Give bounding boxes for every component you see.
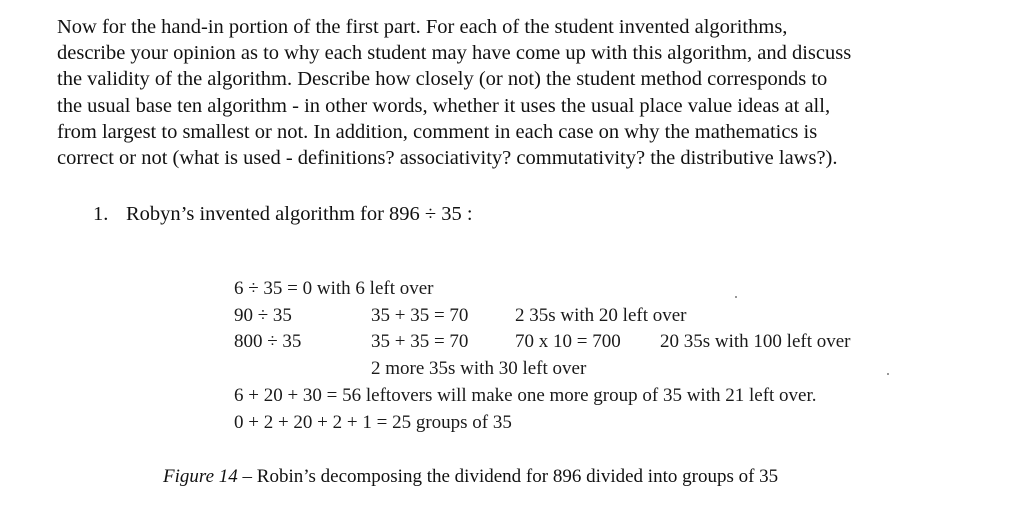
instruction-line-1: Now for the hand-in portion of the first part. For each of the student invented algorithms, <box>57 16 788 38</box>
work-row-2-sum: 35 + 35 = 70 <box>371 305 469 326</box>
scan-speck <box>887 373 889 375</box>
work-row-2-result: 2 35s with 20 left over <box>515 305 687 326</box>
work-row-4: 2 more 35s with 30 left over <box>371 358 587 379</box>
instruction-line-6: correct or not (what is used - definitions? associativity? commutativity? the distributive laws?). <box>57 147 838 170</box>
instruction-line-5: from largest to smallest or not. In addition, comment in each case on why the mathematics is <box>57 120 818 143</box>
instruction-line-2: describe your opinion as to why each student may have come up with this algorithm, and discuss <box>57 42 852 65</box>
instruction-line-3: the validity of the algorithm. Describe how closely (or not) the student method corresponds to <box>57 68 828 91</box>
work-row-5: 6 + 20 + 30 = 56 leftovers will make one more group of 35 with 21 left over. <box>234 385 817 406</box>
work-row-3 <box>234 329 934 355</box>
work-row-2-division: 90 ÷ 35 <box>234 305 292 326</box>
instruction-line-4: the usual base ten algorithm - in other words, whether it uses the usual place value ideas at all, <box>57 94 831 117</box>
assignment-instructions <box>57 14 987 171</box>
work-row-6: 0 + 2 + 20 + 2 + 1 = 25 groups of 35 <box>234 412 512 433</box>
work-row-3-sum: 35 + 35 = 70 <box>371 331 469 352</box>
figure-caption-text: – Robin’s decomposing the dividend for 896 divided into groups of 35 <box>237 466 779 487</box>
figure-label: Figure 14 <box>163 466 238 487</box>
work-row-1: 6 ÷ 35 = 0 with 6 left over <box>234 278 434 299</box>
figure-caption <box>163 464 778 490</box>
question-1 <box>93 201 473 227</box>
work-row-2 <box>234 303 934 329</box>
scan-speck <box>735 296 737 298</box>
question-number: 1. <box>93 203 109 225</box>
question-text: Robyn’s invented algorithm for 896 ÷ 35 : <box>126 203 473 225</box>
work-row-3-result: 20 35s with 100 left over <box>660 331 851 352</box>
work-row-3-division: 800 ÷ 35 <box>234 331 302 352</box>
work-row-3-product: 70 x 10 = 700 <box>515 331 621 352</box>
